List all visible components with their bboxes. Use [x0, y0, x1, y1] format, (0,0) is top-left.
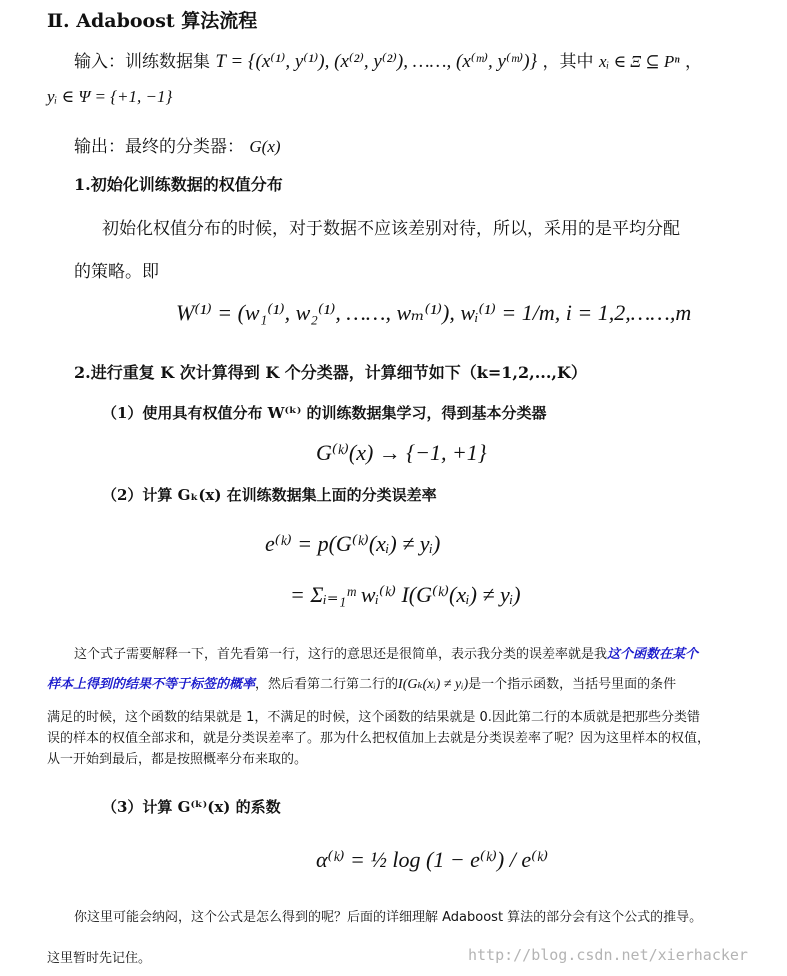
input-line: [74, 47, 702, 73]
section-title: Ⅱ. Adaboost 算法流程: [47, 10, 258, 32]
explain-formula: I(Gₖ(xᵢ) ≠ yᵢ): [398, 677, 469, 692]
step2-title: 2.进行重复 K 次计算得到 K 个分类器，计算细节如下（k=1,2,...,K）: [74, 363, 587, 382]
input-label: 输入：训练数据集: [74, 52, 210, 72]
output-formula: G(x): [249, 137, 281, 156]
input-condition-end: ，: [685, 52, 703, 72]
sub2-title: （2）计算 Gₖ(x) 在训练数据集上面的分类误差率: [102, 486, 437, 504]
sub3-title: （3）计算 G⁽ᵏ⁾(x) 的系数: [102, 798, 281, 816]
step1-paragraph-line1: 初始化权值分布的时候，对于数据不应该差别对待，所以，采用的是平均分配: [102, 219, 680, 239]
closing-line2: 这里暂时先记住。: [47, 951, 152, 966]
explain-emphasis-1: 这个函数在某个: [607, 646, 699, 661]
output-label: 输出：最终的分类器：: [74, 137, 244, 157]
input-line-2: yᵢ ∈ Ψ = {+1, −1}: [47, 87, 173, 106]
explain-line1: 这个式子需要解释一下，首先看第一行，这行的意思还是很简单，表示我分类的误差率就是我这个函数在某个: [74, 646, 699, 662]
step1-formula: W⁽¹⁾ = (w₁⁽¹⁾, w₂⁽¹⁾, ……, wₘ⁽¹⁾), wᵢ⁽¹⁾ = 1/m, i = 1,2,……,m: [176, 300, 692, 325]
input-condition: xᵢ ∈ Ξ ⊆ Pⁿ: [598, 52, 680, 71]
explain-line3: 满足的时候，这个函数的结果就是 1，不满足的时候，这个函数的结果就是 0.因此第二行的本质就是把那些分类错: [47, 710, 700, 725]
explain-line4: 误的样本的权值全部求和，就是分类误差率了。那为什么把权值加上去就是分类误差率了呢？因为这里样本的权值，: [47, 731, 711, 746]
sub3-formula: α⁽ᵏ⁾ = ½ log (1 − e⁽ᵏ⁾) / e⁽ᵏ⁾: [316, 847, 549, 872]
explain-emphasis-2: 样本上得到的结果不等于标签的概率: [47, 676, 256, 691]
input-formula: T = {(x⁽¹⁾, y⁽¹⁾), (x⁽²⁾, y⁽²⁾), ……, (x⁽ᵐ⁾, y⁽ᵐ⁾)}: [215, 51, 538, 72]
explain-line2: 样本上得到的结果不等于标签的概率，然后看第二行第二行的I(Gₖ(xᵢ) ≠ yᵢ)是一个指示函数，当括号里面的条件: [47, 676, 677, 692]
output-line: [74, 132, 281, 157]
explain-line5: 从一开始到最后，都是按照概率分布来取的。: [47, 752, 308, 767]
input-where: ，其中: [542, 52, 594, 72]
sub1-title: （1）使用具有权值分布 W⁽ᵏ⁾ 的训练数据集学习，得到基本分类器: [102, 404, 547, 422]
watermark: http://blog.csdn.net/xierhacker: [468, 946, 748, 964]
closing-line1: 你这里可能会纳闷，这个公式是怎么得到的呢？后面的详细理解 Adaboost 算法的部分会有这个公式的推导。: [74, 910, 703, 925]
sub2-formula-line2: = Σᵢ₌₁ᵐ wᵢ⁽ᵏ⁾ I(G⁽ᵏ⁾(xᵢ) ≠ yᵢ): [290, 582, 521, 607]
step1-paragraph-line2: 的策略。即: [74, 262, 159, 282]
step1-title: 1.初始化训练数据的权值分布: [74, 175, 283, 194]
sub1-formula: G⁽ᵏ⁾(x) → {−1, +1}: [316, 440, 487, 465]
sub2-formula-line1: e⁽ᵏ⁾ = p(G⁽ᵏ⁾(xᵢ) ≠ yᵢ): [265, 531, 441, 556]
